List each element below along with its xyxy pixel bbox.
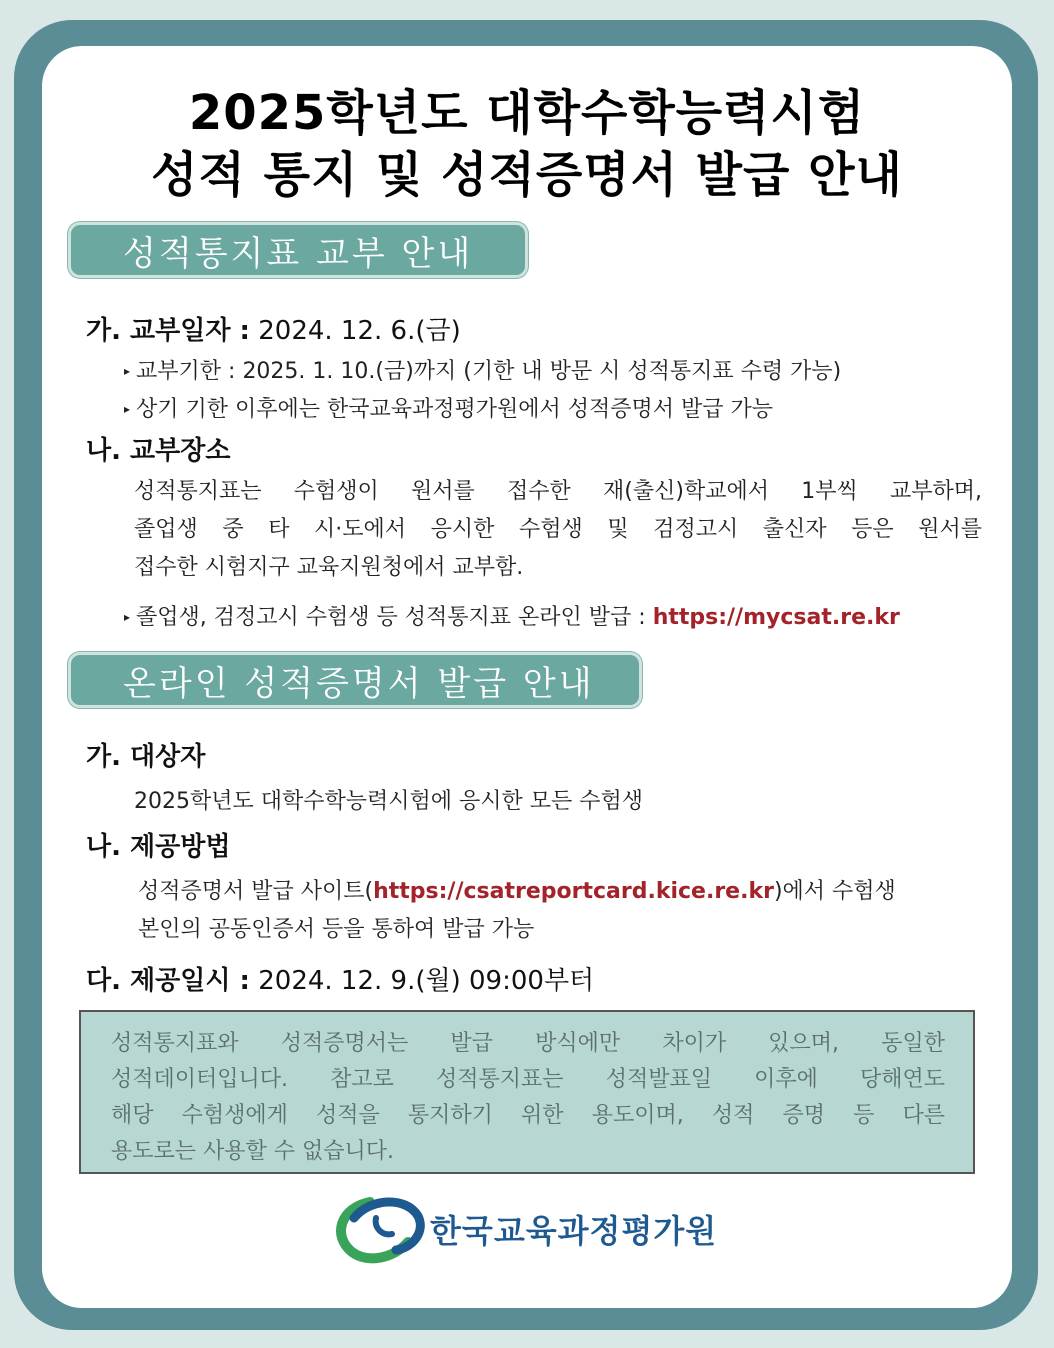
heading-provision-date xyxy=(86,960,594,997)
after-deadline-text: 상기 기한 이후에는 한국교육과정평가원에서 성적증명서 발급 가능 xyxy=(136,397,774,422)
method-line2: 본인의 공동인증서 등을 통하여 발급 가능 xyxy=(138,917,535,942)
section-banner-online-certificate xyxy=(68,652,642,708)
triangle-bullet-icon: ▸ xyxy=(124,610,131,624)
csatreportcard-link[interactable]: https://csatreportcard.kice.re.kr xyxy=(373,879,774,904)
issue-place-line2: 졸업생 중 타 시·도에서 응시한 수험생 및 검정고시 출신자 등은 원서를 xyxy=(134,517,982,542)
section-banner-report-card xyxy=(68,222,528,278)
issue-date-value: 2024. 12. 6.(금) xyxy=(249,316,461,346)
note-line3: 해당 수험생에게 성적을 통지하기 위한 용도이며, 성적 증명 등 다른 xyxy=(111,1103,945,1128)
heading-label: 나. 교부장소 xyxy=(86,436,231,466)
online-issue-bullet xyxy=(124,600,900,631)
method-text-pre: 성적증명서 발급 사이트( xyxy=(138,879,374,904)
triangle-bullet-icon: ▸ xyxy=(124,402,131,416)
heading-target xyxy=(86,736,205,773)
heading-label: 가. 교부일자 : xyxy=(86,316,250,346)
banner-label: 온라인 성적증명서 발급 안내 xyxy=(123,663,595,704)
note-line4: 용도로는 사용할 수 없습니다. xyxy=(111,1139,394,1164)
heading-label: 나. 제공방법 xyxy=(86,832,231,862)
issue-place-line1: 성적통지표는 수험생이 원서를 접수한 재(출신)학교에서 1부씩 교부하며, xyxy=(134,479,982,504)
note-line1: 성적통지표와 성적증명서는 발급 방식에만 차이가 있으며, 동일한 xyxy=(111,1031,945,1056)
page-title-line1: 2025학년도 대학수학능력시험 xyxy=(188,85,866,141)
online-issue-text: 졸업생, 검정고시 수험생 등 성적통지표 온라인 발급 : xyxy=(136,605,653,630)
page-title-line2: 성적 통지 및 성적증명서 발급 안내 xyxy=(151,147,903,203)
provision-date-value: 2024. 12. 9.(월) 09:00부터 xyxy=(249,966,595,996)
note-line2: 성적데이터입니다. 참고로 성적통지표는 성적발표일 이후에 당해연도 xyxy=(111,1067,945,1092)
banner-label: 성적통지표 교부 안내 xyxy=(123,233,474,274)
method-line1 xyxy=(138,874,896,905)
deadline-bullet xyxy=(124,354,841,385)
heading-label: 가. 대상자 xyxy=(86,742,206,772)
heading-issue-place xyxy=(86,430,231,467)
deadline-text: 교부기한 : 2025. 1. 10.(금)까지 (기한 내 방문 시 성적통지표 수령 가능) xyxy=(136,359,842,384)
after-deadline-bullet xyxy=(124,392,773,423)
issue-place-line3: 접수한 시험지구 교육지원청에서 교부함. xyxy=(134,555,524,580)
method-text-post: )에서 수험생 xyxy=(773,879,896,904)
mycsat-link[interactable]: https://mycsat.re.kr xyxy=(652,605,900,630)
kice-logo-text: 한국교육과정평가원 xyxy=(430,1212,718,1250)
triangle-bullet-icon: ▸ xyxy=(124,364,131,378)
target-text: 2025학년도 대학수학능력시험에 응시한 모든 수험생 xyxy=(134,789,644,814)
heading-issue-date xyxy=(86,310,461,347)
heading-label: 다. 제공일시 : xyxy=(86,966,250,996)
note-box xyxy=(79,1010,975,1174)
heading-method xyxy=(86,826,231,863)
